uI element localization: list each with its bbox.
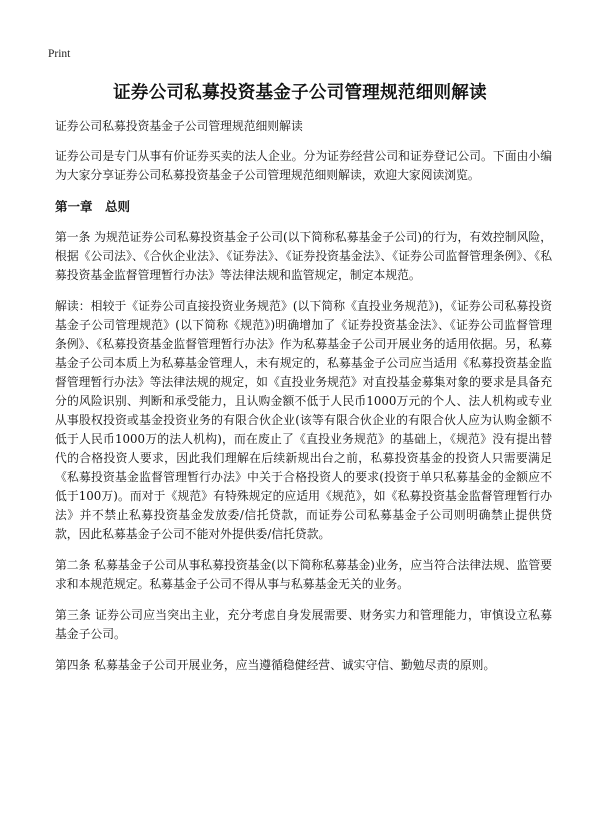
print-link[interactable]: Print [48,48,71,60]
article-subtitle: 证券公司私募投资基金子公司管理规范细则解读 [55,119,303,133]
article-4-paragraph: 第四条 私募基金子公司开展业务，应当遵循稳健经营、诚实守信、勤勉尽责的原则。 [55,658,496,672]
article-1-paragraph: 第一条 为规范证券公司私募投资基金子公司(以下简称私募基金子公司)的行为，有效控制风险，根据《公司法》、《合伙企业法》、《证券法》、《证券投资基金法》、《证券公司监督管理条例》、《私募投资基金监督管理暂行办法》等法律法规和监管规定，制定本规范。 [55,230,552,282]
interpretation-paragraph: 解读：相较于《证券公司直接投资业务规范》(以下简称《直投业务规范》)，《证券公司私募投资基金子公司管理规范》(以下简称《规范》)明确增加了《证券投资基金法》、《证券公司监督管理条例》、《私募投资基金监督管理暂行办法》作为私募基金子公司开展业务的适用依据。另，私募基金子公司本质上为私募基金管理人，未有规定的，私募基金子公司应当适用《私募投资基金监督管理暂行办法》等法律法规的规定，如《直投业务规范》对直投基金募集对象的要求是具备充分的风险识别、判断和承受能力，且认购金额不低于人民币1000万元的个人、法人机构或专业从事股权投资或基金投资业务的有限合伙企业(该等有限合伙企业的有限合伙人应为认购金额不低于人民币1000万的法人机构)，而在废止了《直投业务规范》的基础上，《规范》没有提出替代的合格投资人要求，因此我们理解在后续新规出台之前，私募投资基金的投资人只需要满足《私募投资基金监督管理暂行办法》中关于合格投资人的要求(投资于单只私募基金的金额应不低于100万)。而对于《规范》有特殊规定的应适用《规范》，如《私募投资基金监督管理暂行办法》并不禁止私募投资基金发放委/信托贷款，而证券公司私募基金子公司则明确禁止提供贷款，因此私募基金子公司不能对外提供委/信托贷款。 [55,299,552,541]
article-3-paragraph: 第三条 证券公司应当突出主业，充分考虑自身发展需要、财务实力和管理能力，审慎设立私募基金子公司。 [55,608,552,641]
article-2-paragraph: 第二条 私募基金子公司从事私募投资基金(以下简称私募基金)业务，应当符合法律法规、监管要求和本规范规定。私募基金子公司不得从事与私募基金无关的业务。 [55,558,552,591]
page-title: 证券公司私募投资基金子公司管理规范细则解读 [113,83,487,103]
chapter-heading: 第一章 总则 [55,199,131,214]
article-body [55,117,552,687]
intro-paragraph: 证券公司是专门从事有价证券买卖的法人企业。分为证券经营公司和证券登记公司。下面由小编为大家分享证券公司私募投资基金子公司管理规范细则解读，欢迎大家阅读浏览。 [55,149,552,182]
